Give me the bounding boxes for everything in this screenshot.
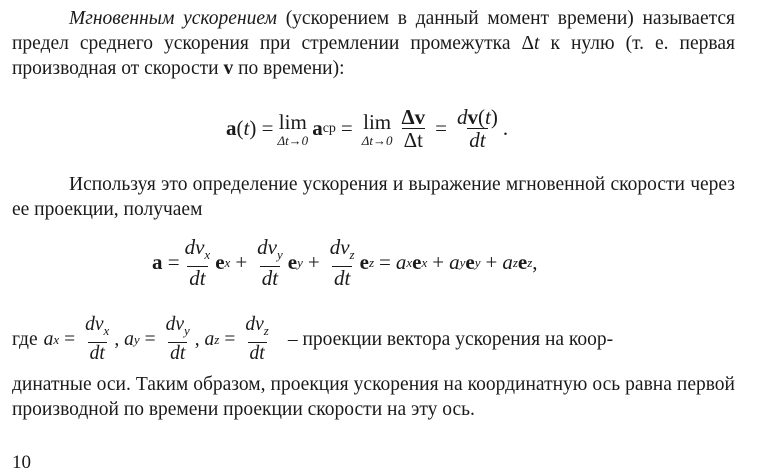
lim-sub: Δt→0: [361, 133, 393, 148]
denominator: dt: [469, 128, 486, 152]
lim-label: lim: [278, 110, 307, 134]
numerator: $dv_x$: [184, 235, 211, 262]
fraction-ax: [83, 314, 111, 365]
fraction-az: [243, 314, 270, 365]
equals: =: [340, 116, 353, 140]
fraction-dvy-dt: [255, 236, 285, 289]
paragraph-conclusion: динатные оси. Таким образом, проекция ускорения на координатную ось равна первой производной по времени проекции скорости на эту ось.: [12, 374, 735, 420]
text-fragment: к нулю (т. е. первая производная от скорости: [12, 33, 735, 79]
eq1-lhs: a(t) =: [226, 116, 274, 140]
symbol-v: v: [223, 58, 234, 79]
numerator: $dv_z$: [245, 314, 269, 338]
term-instant-acceleration: Мгновенным ускорением: [69, 8, 277, 29]
equation-acceleration-components: a = $\frac{dv_x}{dt}$ e x + $\frac{dv_y}{dt}$ e y + $\frac{dv_z}{dt}$ e z = a x e x + a y e y + a z e z ,: [152, 235, 538, 290]
fraction-ay: [164, 314, 192, 365]
paragraph-definition: [12, 6, 735, 81]
denominator: dt: [249, 343, 265, 364]
paragraph-projection-intro: Используя это определение ускорения и выражение мгновенной скорости через ее проекции, получаем: [12, 174, 735, 220]
fraction-derivative: [455, 106, 500, 151]
limit-1: [277, 110, 308, 147]
denominator: dt: [261, 266, 279, 290]
projection-tail: – проекции вектора ускорения на коор-: [287, 328, 614, 350]
numerator: $dv_z$: [329, 235, 355, 262]
fraction-dvz-dt: [328, 236, 357, 289]
denominator: dt: [89, 343, 105, 364]
numerator: dv(t): [457, 105, 498, 129]
denominator: dt: [189, 266, 206, 290]
page-section-2: [12, 172, 735, 222]
denominator: Δt: [403, 128, 423, 152]
page-number: 10: [12, 452, 31, 473]
numerator: $dv_y$: [257, 235, 283, 262]
numerator: $dv_x$: [85, 314, 110, 338]
page: [12, 6, 735, 81]
numerator: $dv_y$: [165, 314, 190, 338]
denominator: dt: [170, 343, 186, 364]
page-section-3: [12, 372, 735, 422]
equation-acceleration-limit: [226, 106, 508, 151]
limit-2: [362, 110, 393, 147]
symbol-t: t: [534, 33, 540, 54]
equals: =: [435, 116, 448, 140]
numerator: Δv: [401, 105, 426, 129]
period: .: [502, 116, 509, 140]
text-fragment: по времени):: [233, 58, 345, 79]
sub-cp: ср: [322, 120, 336, 136]
lim-sub: Δt→0: [277, 133, 309, 148]
lim-label: lim: [363, 110, 392, 134]
denominator: dt: [333, 266, 351, 290]
eq2-lhs: a =: [152, 250, 180, 274]
fraction-dv-dt: [400, 106, 428, 151]
word-where: где: [12, 328, 38, 350]
fraction-dvx-dt: [183, 236, 213, 289]
symbol-a: a: [312, 116, 323, 140]
line-projections: где a x = $\frac{dv_x}{dt}$ , a y = $\frac{dv_y}{dt}$ , a z = $\frac{dv_z}{dt}$ – проекции вектора ускорения на коор-: [12, 314, 614, 364]
text-fragment: (ускорением в данный момент времени) называется предел среднего ускорения при стремлении промежутка Δ: [12, 8, 735, 54]
